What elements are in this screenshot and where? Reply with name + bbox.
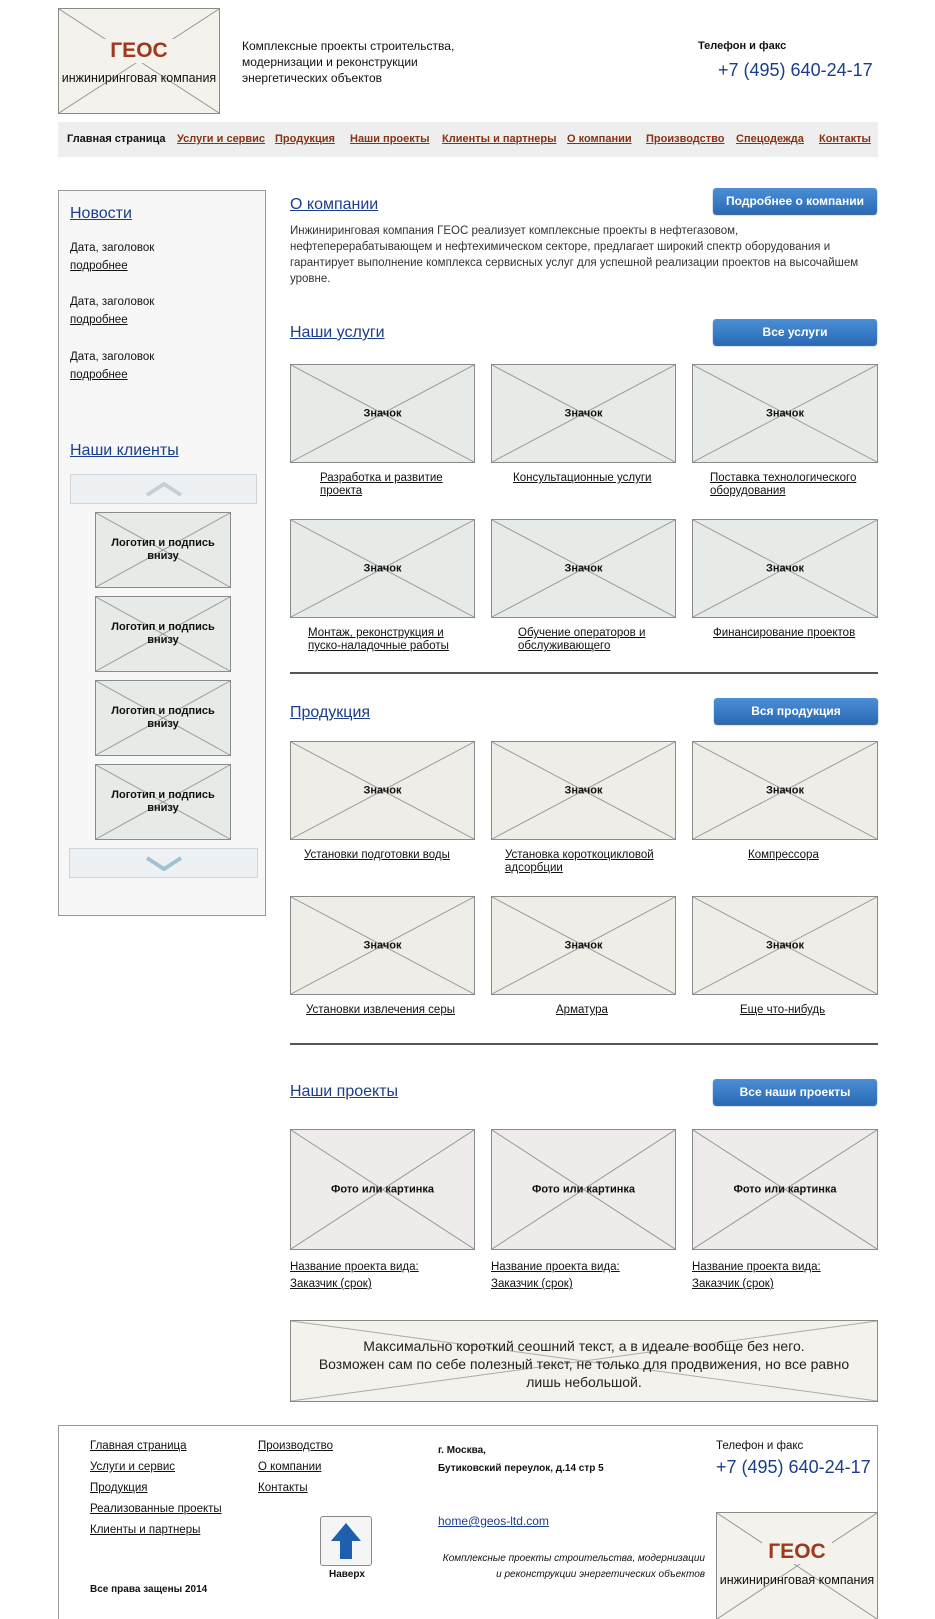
client-logo[interactable] [95,512,231,588]
placeholder-label: Значок [564,407,603,419]
about-text-line: Инжиниринговая компания ГЕОС реализует комплексные проекты в нефтегазовом, [290,225,739,237]
placeholder-label: Фото или картинка [531,1183,636,1195]
all-projects-button[interactable]: Все наши проекты [713,1079,877,1105]
tagline-line: энергетических объектов [242,71,383,85]
section-divider [290,672,878,674]
footer-link-clients[interactable]: Клиенты и партнеры [90,1524,201,1536]
product-caption[interactable]: Установки извлечения серы [306,1004,455,1016]
seo-text-line: Максимально короткий сеошний текст, а в идеале вообще без него. [363,1338,805,1354]
service-card-image[interactable] [692,364,878,463]
footer-link-projects[interactable]: Реализованные проекты [90,1503,222,1515]
about-more-button[interactable]: Подробнее о компании [713,188,877,214]
placeholder-label: Значок [363,562,402,574]
news-date: Дата, заголовок [70,242,155,254]
nav-item-products[interactable]: Продукция [275,133,335,145]
logo-title: ГЕОС [104,39,174,63]
service-card-image[interactable] [491,519,676,618]
nav-item-services[interactable]: Услуги и сервис [177,133,266,145]
product-caption[interactable]: Компрессора [748,849,819,861]
footer-tagline-line: Комплексные проекты строительства, модернизации [442,1553,705,1564]
product-caption[interactable]: Арматура [556,1004,608,1016]
service-caption[interactable]: Финансирование проектов [713,627,856,639]
arrow-up-icon [321,1517,371,1565]
nav-item-contacts[interactable]: Контакты [819,133,871,145]
footer-link-products[interactable]: Продукция [90,1482,148,1494]
client-logo[interactable] [95,764,231,840]
service-card-image[interactable] [290,519,475,618]
footer-link-services[interactable]: Услуги и сервис [90,1461,176,1473]
products-title[interactable]: Продукция [290,704,371,721]
project-caption[interactable]: Название проекта вида: Заказчик (срок) [692,1261,821,1290]
section-divider [290,1043,878,1045]
footer-tagline-line: и реконструкции энергетических объектов [496,1569,705,1580]
nav-item-projects[interactable]: Наши проекты [350,133,430,145]
about-text-line: уровне. [290,273,331,285]
footer-link-about[interactable]: О компании [258,1461,322,1473]
news-more-link[interactable]: подробнее [70,260,128,272]
placeholder-label: Фото или картинка [733,1183,837,1195]
service-caption[interactable]: Разработка и развитие проекта [320,472,443,497]
client-logo-label: Логотип и подпись внизу [111,789,215,814]
service-caption[interactable]: Поставка технологического оборудования [710,472,857,497]
footer-link-home[interactable]: Главная страница [90,1440,187,1452]
project-card-image[interactable] [692,1129,878,1250]
all-products-button[interactable]: Вся продукция [714,698,878,724]
nav-item-about[interactable]: О компании [567,133,632,145]
placeholder-label: Значок [564,784,603,796]
projects-title[interactable]: Наши проекты [290,1083,399,1100]
tagline-line: Комплексные проекты строительства, [242,39,455,53]
header-contact-label: Телефон и факс [698,40,787,52]
seo-text [291,1337,877,1391]
footer-tagline [430,1551,705,1583]
logo-title: ГЕОС [762,1540,832,1564]
service-card-image[interactable] [491,364,676,463]
footer-phone[interactable]: +7 (495) 640-24-17 [716,1457,871,1477]
about-title[interactable]: О компании [290,196,379,213]
about-text-line: нефтеперерабатывающем и нефтехимическом секторе, предлагает широкий спектр оборудования и [290,241,831,253]
footer-logo[interactable] [716,1512,878,1619]
product-card-image[interactable] [290,896,475,995]
product-card-image[interactable] [491,741,676,840]
placeholder-label: Значок [564,562,603,574]
project-card-image[interactable] [491,1129,676,1250]
placeholder-label: Фото или картинка [330,1183,435,1195]
project-card-image[interactable] [290,1129,475,1250]
clients-scroll-up-button[interactable] [70,474,257,504]
copyright: Все права защены 2014 [90,1584,208,1595]
news-title[interactable]: Новости [70,205,132,222]
nav-item-production[interactable]: Производство [646,133,725,145]
project-caption[interactable]: Название проекта вида: Заказчик (срок) [290,1261,419,1290]
product-caption[interactable]: Еще что-нибудь [740,1004,826,1016]
chevron-up-icon [71,475,258,505]
nav-item-workwear[interactable]: Спецодежда [736,133,804,145]
project-caption[interactable]: Название проекта вида: Заказчик (срок) [491,1261,620,1290]
product-card-image[interactable] [692,741,878,840]
news-more-link[interactable]: подробнее [70,369,128,381]
client-logo-label: Логотип и подпись внизу [111,537,215,562]
clients-title[interactable]: Наши клиенты [70,442,179,459]
seo-text-block [290,1320,878,1402]
client-logo[interactable] [95,596,231,672]
clients-scroll-down-button[interactable] [69,848,258,878]
placeholder-label: Значок [766,784,804,796]
header-tagline [242,38,454,86]
service-caption[interactable]: Консультационные услуги [513,472,652,484]
product-card-image[interactable] [290,741,475,840]
news-date: Дата, заголовок [70,296,155,308]
header-phone[interactable]: +7 (495) 640-24-17 [718,60,873,80]
product-card-image[interactable] [491,896,676,995]
main-nav [58,122,878,157]
product-caption[interactable]: Установки подготовки воды [304,849,450,861]
services-title[interactable]: Наши услуги [290,324,385,341]
back-to-top-label[interactable]: Наверх [329,1569,365,1580]
header-logo[interactable] [58,8,220,114]
back-to-top-button[interactable] [320,1516,372,1566]
service-card-image[interactable] [692,519,878,618]
client-logo-label: Логотип и подпись внизу [111,705,215,730]
product-card-image[interactable] [692,896,878,995]
all-services-button[interactable]: Все услуги [713,319,877,345]
service-card-image[interactable] [290,364,475,463]
seo-text-line: Возможен сам по себе полезный текст, не только для продвижения, но все равно [318,1356,850,1372]
footer-link-contacts[interactable]: Контакты [258,1482,308,1494]
logo-subtitle: инжиниринговая компания [61,71,217,85]
placeholder-label: Значок [363,407,402,419]
placeholder-label: Значок [766,562,804,574]
service-caption[interactable]: Монтаж, реконструкция и пуско-наладочные работы [308,627,449,652]
client-logo[interactable] [95,680,231,756]
placeholder-label: Значок [564,939,603,951]
placeholder-cross-icon [717,1513,877,1619]
placeholder-label: Значок [766,407,804,419]
logo-subtitle: инжиниринговая компания [719,1573,875,1587]
footer-address [438,1442,604,1478]
about-text [290,223,880,287]
tagline-line: модернизации и реконструкции [242,55,418,69]
client-logo-label: Логотип и подпись внизу [111,621,215,646]
news-date: Дата, заголовок [70,351,155,363]
chevron-down-icon [70,849,259,879]
product-caption[interactable]: Установка короткоцикловой адсорбции [505,849,654,874]
nav-item-home[interactable]: Главная страница [67,133,166,145]
about-text-line: гарантирует выполнение комплекса сервисных услуг для успешной реализации проектов на высочайшем [290,257,859,269]
footer-email-link[interactable]: home@geos-ltd.com [438,1514,549,1528]
service-caption[interactable]: Обучение операторов и обслуживающего [518,627,646,652]
news-more-link[interactable]: подробнее [70,314,128,326]
nav-item-clients[interactable]: Клиенты и партнеры [442,133,557,145]
footer-link-production[interactable]: Производство [258,1440,333,1452]
address-line: Бутиковский переулок, д.14 стр 5 [438,1463,604,1474]
placeholder-label: Значок [766,939,804,951]
seo-text-line: лишь небольшой. [526,1374,642,1390]
placeholder-label: Значок [363,784,402,796]
address-line: г. Москва, [438,1445,486,1456]
footer-contact-label: Телефон и факс [716,1440,804,1452]
placeholder-label: Значок [363,939,402,951]
